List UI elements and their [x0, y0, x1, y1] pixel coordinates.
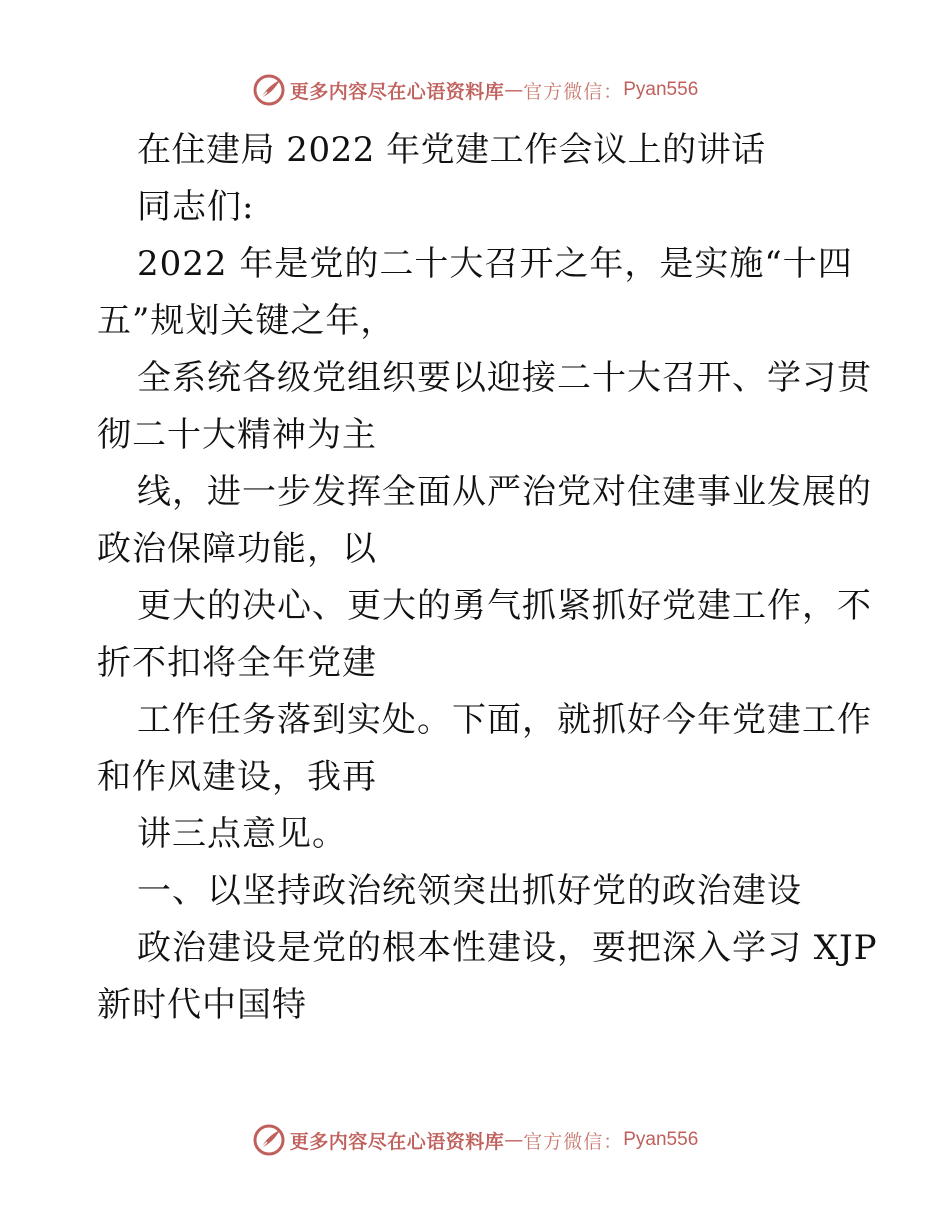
paragraph-line: 讲三点意见。: [137, 814, 347, 854]
watermark-wechat-label: 官方微信：: [523, 1130, 624, 1153]
paragraph-line: 2022 年是党的二十大召开之年，是实施“十四: [137, 244, 853, 284]
watermark-separator: —: [504, 1129, 524, 1151]
paragraph-line: 新时代中国特: [97, 985, 307, 1025]
watermark-wechat-id: Pyan556: [623, 79, 699, 100]
paragraph-line: 折不扣将全年党建: [97, 643, 377, 683]
watermark-main-text: 更多内容尽在心语资料库: [289, 1130, 505, 1153]
watermark-separator: —: [504, 79, 524, 101]
salutation: 同志们:: [137, 187, 255, 227]
paragraph-line: 更大的决心、更大的勇气抓紧抓好党建工作，不: [137, 586, 872, 626]
document-title: 在住建局 2022 年党建工作会议上的讲话: [137, 130, 766, 170]
paragraph-line: 政治建设是党的根本性建设，要把深入学习 XJP: [137, 928, 878, 968]
paragraph-line: 五”规划关键之年，: [97, 301, 396, 341]
feather-pen-logo-icon: [252, 73, 286, 107]
footer-watermark: [0, 1120, 950, 1160]
document-body: [97, 122, 878, 1034]
section-heading: 一、以坚持政治统领突出抓好党的政治建设: [137, 871, 802, 911]
watermark-wechat-label: 官方微信：: [523, 80, 624, 103]
paragraph-line: 全系统各级党组织要以迎接二十大召开、学习贯: [137, 358, 872, 398]
watermark-main-text: 更多内容尽在心语资料库: [289, 80, 505, 103]
header-watermark: [0, 70, 950, 110]
paragraph-line: 彻二十大精神为主: [97, 415, 377, 455]
watermark-wechat-id: Pyan556: [623, 1129, 699, 1150]
paragraph-line: 政治保障功能，以: [97, 529, 377, 569]
paragraph-line: 和作风建设，我再: [97, 757, 377, 797]
paragraph-line: 线，进一步发挥全面从严治党对住建事业发展的: [137, 472, 872, 512]
feather-pen-logo-icon: [252, 1123, 286, 1157]
paragraph-line: 工作任务落到实处。下面，就抓好今年党建工作: [137, 700, 872, 740]
